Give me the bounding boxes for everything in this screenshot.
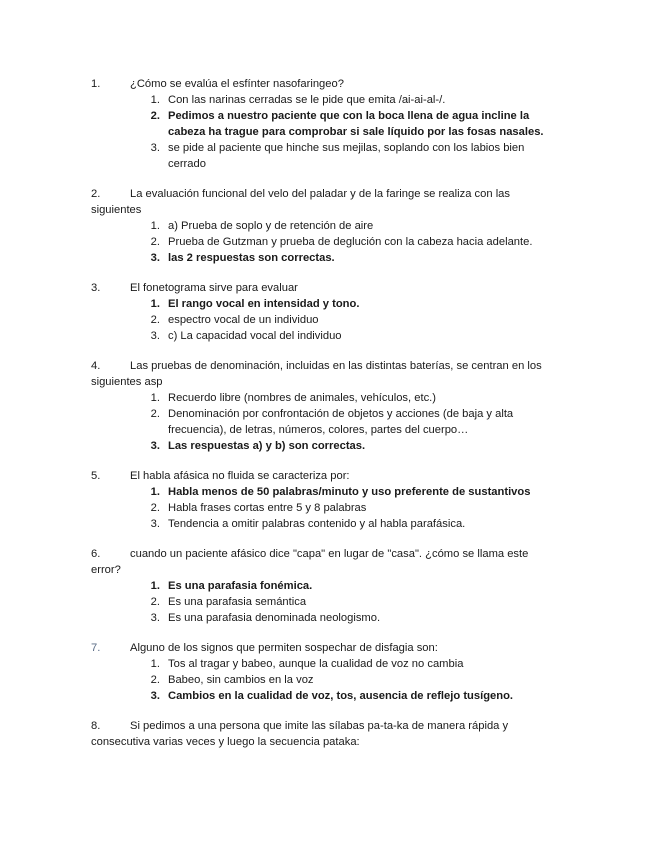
question-2: [0, 186, 655, 266]
option-text: Tendencia a omitir palabras contenido y al habla parafásica.: [168, 518, 466, 530]
option-number: 3.: [150, 142, 160, 154]
option-text: Es una parafasia fonémica.: [168, 580, 313, 592]
option-text: Habla menos de 50 palabras/minuto y uso preferente de sustantivos: [168, 486, 531, 498]
option-number: 3.: [150, 690, 160, 702]
option-2: [0, 594, 655, 610]
question-5: [0, 468, 655, 532]
option-text: El rango vocal en intensidad y tono.: [168, 298, 360, 310]
option-text: Las respuestas a) y b) son correctas.: [168, 440, 366, 452]
question-number: 5.: [91, 470, 101, 482]
question-6: [0, 546, 655, 626]
option-text: Recuerdo libre (nombres de animales, vehículos, etc.): [168, 392, 437, 404]
option-number: 3.: [150, 330, 160, 342]
option-3: [0, 516, 655, 532]
option-text: Es una parafasia semántica: [168, 596, 307, 608]
option-number: 2.: [150, 236, 160, 248]
option-number: 2.: [150, 314, 160, 326]
question-text-continuation: consecutiva varias veces y luego la secuencia pataka:: [91, 736, 360, 748]
option-text: c) La capacidad vocal del individuo: [168, 330, 342, 342]
question-4: [0, 358, 655, 454]
option-1-correct: [0, 296, 655, 312]
option-number: 2.: [150, 408, 160, 420]
option-3-correct: [0, 438, 655, 454]
question-text: Las pruebas de denominación, incluidas en las distintas baterías, se centran en los: [130, 360, 542, 372]
option-text: espectro vocal de un individuo: [168, 314, 319, 326]
option-text: se pide al paciente que hinche sus mejilas, soplando con los labios bien cerrado: [168, 142, 525, 170]
option-3-correct: [0, 250, 655, 266]
question-number: 6.: [91, 548, 101, 560]
option-3: [0, 328, 655, 344]
option-text: Pedimos a nuestro paciente que con la boca llena de agua incline la cabeza ha trague para comprobar si sale líquido por las fosas nasales.: [168, 110, 544, 138]
option-text: Denominación por confrontación de objetos y acciones (de baja y alta frecuencia), de letras, números, colores, partes del cuerpo…: [168, 408, 514, 436]
option-text: las 2 respuestas son correctas.: [168, 252, 335, 264]
question-text: ¿Cómo se evalúa el esfínter nasofaringeo?: [130, 78, 344, 90]
option-1-correct: [0, 484, 655, 500]
option-1: [0, 390, 655, 406]
option-text: Babeo, sin cambios en la voz: [168, 674, 314, 686]
option-text: Habla frases cortas entre 5 y 8 palabras: [168, 502, 367, 514]
question-text-continuation: siguientes asp: [91, 376, 163, 388]
option-text: Tos al tragar y babeo, aunque la cualidad de voz no cambia: [168, 658, 464, 670]
option-number: 1.: [150, 94, 160, 106]
option-number: 2.: [150, 596, 160, 608]
option-text: Cambios en la cualidad de voz, tos, ausencia de reflejo tusígeno.: [168, 690, 514, 702]
question-text: cuando un paciente afásico dice "capa" en lugar de "casa". ¿cómo se llama este: [130, 548, 529, 560]
option-2-correct: [0, 108, 655, 140]
option-text: a) Prueba de soplo y de retención de aire: [168, 220, 374, 232]
question-number: 8.: [91, 720, 101, 732]
option-3: [0, 140, 655, 172]
question-1: [0, 76, 655, 172]
option-text: Prueba de Gutzman y prueba de deglución con la cabeza hacia adelante.: [168, 236, 533, 248]
option-2: [0, 234, 655, 250]
option-2: [0, 672, 655, 688]
option-text: Es una parafasia denominada neologismo.: [168, 612, 381, 624]
question-number: 2.: [91, 188, 101, 200]
question-text: El fonetograma sirve para evaluar: [130, 282, 298, 294]
question-text-continuation: error?: [91, 564, 121, 576]
option-number: 2.: [150, 674, 160, 686]
question-7: [0, 640, 655, 704]
option-2: [0, 406, 655, 438]
option-1: [0, 218, 655, 234]
option-number: 1.: [150, 580, 160, 592]
option-number: 1.: [150, 392, 160, 404]
question-text: Alguno de los signos que permiten sospechar de disfagia son:: [130, 642, 438, 654]
option-number: 1.: [150, 486, 160, 498]
option-number: 3.: [150, 440, 160, 452]
option-3: [0, 610, 655, 626]
option-text: Con las narinas cerradas se le pide que emita /ai-ai-al-/.: [168, 94, 446, 106]
question-number: 7.: [91, 642, 101, 654]
question-3: [0, 280, 655, 344]
option-number: 3.: [150, 518, 160, 530]
option-number: 1.: [150, 658, 160, 670]
option-number: 2.: [150, 110, 160, 122]
option-1-correct: [0, 578, 655, 594]
question-number: 4.: [91, 360, 101, 372]
question-text: Si pedimos a una persona que imite las sílabas pa-ta-ka de manera rápida y: [130, 720, 509, 732]
option-1: [0, 656, 655, 672]
option-1: [0, 92, 655, 108]
question-text: La evaluación funcional del velo del paladar y de la faringe se realiza con las: [130, 188, 510, 200]
option-number: 1.: [150, 298, 160, 310]
question-text-continuation: siguientes: [91, 204, 142, 216]
question-number: 3.: [91, 282, 101, 294]
option-2: [0, 312, 655, 328]
option-number: 2.: [150, 502, 160, 514]
option-number: 3.: [150, 612, 160, 624]
question-8: [0, 718, 655, 750]
question-text: El habla afásica no fluida se caracteriza por:: [130, 470, 350, 482]
option-3-correct: [0, 688, 655, 704]
option-2: [0, 500, 655, 516]
question-number: 1.: [91, 78, 101, 90]
option-number: 3.: [150, 252, 160, 264]
option-number: 1.: [150, 220, 160, 232]
